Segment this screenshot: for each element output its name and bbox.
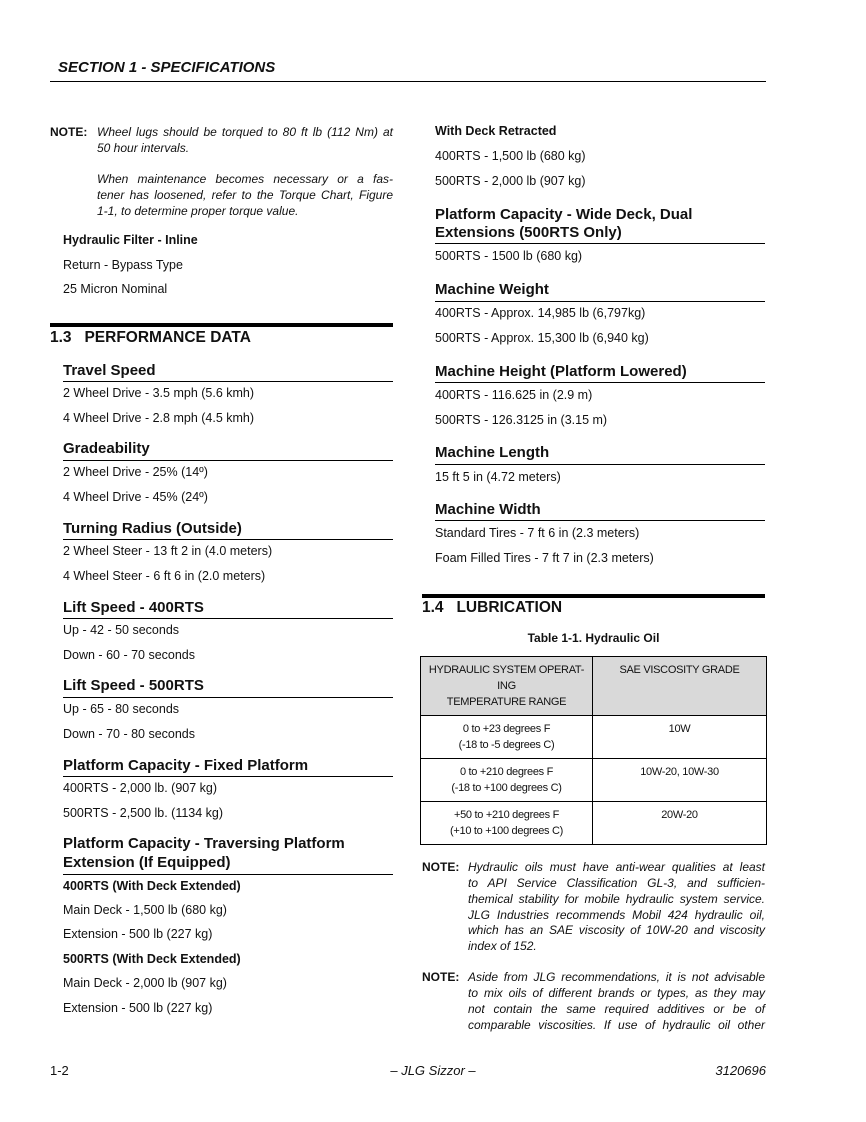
table-row bbox=[421, 716, 767, 759]
lift-speed-500-heading: Lift Speed - 500RTS bbox=[63, 677, 204, 694]
traversing-platform-heading: Extension (If Equipped) bbox=[63, 854, 231, 871]
heading-rule bbox=[63, 776, 393, 777]
note-line: index of 152. bbox=[468, 939, 537, 953]
lift-speed-400-heading: Lift Speed - 400RTS bbox=[63, 599, 204, 616]
spec-line: 25 Micron Nominal bbox=[63, 282, 168, 296]
gradeability-heading: Gradeability bbox=[63, 440, 150, 457]
machine-weight-heading: Machine Weight bbox=[435, 281, 549, 298]
traversing-platform-heading: Platform Capacity - Traversing Platform bbox=[63, 835, 345, 852]
spec-line: 2 Wheel Steer - 13 ft 2 in (4.0 meters) bbox=[63, 544, 273, 558]
wide-deck-heading: Extensions (500RTS Only) bbox=[435, 224, 622, 241]
heading-rule bbox=[63, 381, 393, 382]
cell-line: 0 to +210 degrees F bbox=[459, 766, 554, 778]
note-line: comparable viscosities. If use of hydraulic oil other bbox=[468, 1018, 765, 1032]
heading-rule bbox=[435, 520, 765, 521]
cell-line: +50 to +210 degrees F bbox=[453, 809, 559, 821]
travel-speed-heading: Travel Speed bbox=[63, 362, 156, 379]
spec-line: Standard Tires - 7 ft 6 in (2.3 meters) bbox=[435, 526, 640, 540]
note-line: Wheel lugs should be torqued to 80 ft lb (112 Nm) at bbox=[97, 125, 393, 139]
cell-line: 0 to +23 degrees F bbox=[462, 723, 551, 735]
viscosity-cell: 10W-20, 10W-30 bbox=[593, 759, 767, 802]
header-line: TEMPERATURE RANGE bbox=[446, 696, 567, 708]
table-row bbox=[421, 759, 767, 802]
performance-data-title: 1.3 PERFORMANCE DATA bbox=[50, 329, 251, 346]
note-line: tener has loosened, refer to the Torque Chart, Figure bbox=[97, 188, 393, 202]
subheading-400rts: 400RTS (With Deck Extended) bbox=[63, 879, 241, 893]
header-rule bbox=[50, 81, 766, 82]
heading-rule bbox=[63, 874, 393, 875]
table-caption: Table 1-1. Hydraulic Oil bbox=[527, 631, 660, 645]
spec-line: Up - 65 - 80 seconds bbox=[63, 702, 180, 716]
table-header-row bbox=[421, 657, 767, 716]
header-viscosity-grade: SAE VISCOSITY GRADE bbox=[593, 657, 767, 716]
footer-title: – JLG Sizzor – bbox=[390, 1063, 476, 1078]
note-line: which has an SAE viscosity of 10W-20 and viscosity bbox=[468, 923, 765, 937]
deck-retracted-heading: With Deck Retracted bbox=[435, 124, 557, 138]
spec-line: 500RTS - 1500 lb (680 kg) bbox=[435, 249, 583, 263]
machine-length-heading: Machine Length bbox=[435, 444, 550, 461]
viscosity-cell: 10W bbox=[593, 716, 767, 759]
section-rule bbox=[422, 594, 765, 598]
temperature-cell bbox=[421, 716, 593, 759]
wide-deck-heading: Platform Capacity - Wide Deck, Dual bbox=[435, 206, 693, 223]
lubrication-title: 1.4 LUBRICATION bbox=[422, 599, 563, 616]
spec-line: 400RTS - 116.625 in (2.9 m) bbox=[435, 388, 593, 402]
note-line: themical stability for mobile hydraulic system service. bbox=[468, 892, 765, 906]
hydraulic-filter-heading: Hydraulic Filter - Inline bbox=[63, 233, 198, 247]
note-label: NOTE: bbox=[422, 860, 460, 874]
spec-line: Extension - 500 lb (227 kg) bbox=[63, 1001, 213, 1015]
heading-rule bbox=[63, 539, 393, 540]
section-header: SECTION 1 - SPECIFICATIONS bbox=[58, 59, 276, 76]
spec-line: 4 Wheel Steer - 6 ft 6 in (2.0 meters) bbox=[63, 569, 266, 583]
note-label: NOTE: bbox=[50, 125, 88, 139]
subheading-500rts: 500RTS (With Deck Extended) bbox=[63, 952, 241, 966]
spec-line: Return - Bypass Type bbox=[63, 258, 183, 272]
machine-height-heading: Machine Height (Platform Lowered) bbox=[435, 363, 687, 380]
heading-rule bbox=[435, 382, 765, 383]
header-line: HYDRAULIC SYSTEM OPERAT- bbox=[428, 664, 585, 676]
temperature-cell bbox=[421, 802, 593, 845]
section-rule bbox=[50, 323, 393, 327]
spec-line: Main Deck - 2,000 lb (907 kg) bbox=[63, 976, 227, 990]
table-row bbox=[421, 802, 767, 845]
cell-line: (-18 to +100 degrees C) bbox=[451, 782, 562, 794]
note-line: to mix oils of different brands or types, as they may bbox=[468, 986, 765, 1000]
spec-line: 15 ft 5 in (4.72 meters) bbox=[435, 470, 561, 484]
spec-line: 400RTS - 1,500 lb (680 kg) bbox=[435, 149, 586, 163]
turning-radius-heading: Turning Radius (Outside) bbox=[63, 520, 242, 537]
fixed-platform-heading: Platform Capacity - Fixed Platform bbox=[63, 757, 309, 774]
note-line: 1-1, to determine proper torque value. bbox=[97, 204, 299, 218]
spec-line: Foam Filled Tires - 7 ft 7 in (2.3 meters) bbox=[435, 551, 654, 565]
note-line: Hydraulic oils must have anti-wear qualities at least bbox=[468, 860, 765, 874]
heading-rule bbox=[435, 243, 765, 244]
spec-line: 500RTS - 2,500 lb. (1134 kg) bbox=[63, 806, 224, 820]
spec-line: 500RTS - 126.3125 in (3.15 m) bbox=[435, 413, 608, 427]
note-line: to API Service Classification GL-3, and sufficien- bbox=[468, 876, 765, 890]
cell-line: (-18 to -5 degrees C) bbox=[458, 739, 555, 751]
spec-line: 2 Wheel Drive - 3.5 mph (5.6 kmh) bbox=[63, 386, 255, 400]
note-line: 50 hour intervals. bbox=[97, 141, 190, 155]
header-temperature-range bbox=[421, 657, 593, 716]
hydraulic-oil-table bbox=[420, 656, 767, 845]
header-line: ING bbox=[497, 680, 516, 692]
spec-line: 4 Wheel Drive - 2.8 mph (4.5 kmh) bbox=[63, 411, 255, 425]
spec-line: 4 Wheel Drive - 45% (24º) bbox=[63, 490, 208, 504]
spec-line: 400RTS - 2,000 lb. (907 kg) bbox=[63, 781, 218, 795]
heading-rule bbox=[435, 464, 765, 465]
cell-line: (+10 to +100 degrees C) bbox=[450, 825, 563, 837]
spec-line: Up - 42 - 50 seconds bbox=[63, 623, 180, 637]
spec-line: 2 Wheel Drive - 25% (14º) bbox=[63, 465, 208, 479]
spec-line: 500RTS - 2,000 lb (907 kg) bbox=[435, 174, 586, 188]
machine-width-heading: Machine Width bbox=[435, 501, 541, 518]
viscosity-cell: 20W-20 bbox=[593, 802, 767, 845]
note-line: JLG Industries recommends Mobil 424 hydraulic oil, bbox=[468, 908, 765, 922]
spec-line: 400RTS - Approx. 14,985 lb (6,797kg) bbox=[435, 306, 646, 320]
note-line: When maintenance becomes necessary or a fas- bbox=[97, 172, 393, 186]
spec-line: Down - 60 - 70 seconds bbox=[63, 648, 196, 662]
document-number: 3120696 bbox=[715, 1063, 766, 1078]
heading-rule bbox=[63, 460, 393, 461]
spec-line: Down - 70 - 80 seconds bbox=[63, 727, 196, 741]
note-line: Aside from JLG recommendations, it is not advisable bbox=[468, 970, 765, 984]
heading-rule bbox=[435, 301, 765, 302]
page-number: 1-2 bbox=[50, 1063, 69, 1078]
heading-rule bbox=[63, 618, 393, 619]
spec-line: 500RTS - Approx. 15,300 lb (6,940 kg) bbox=[435, 331, 649, 345]
temperature-cell bbox=[421, 759, 593, 802]
spec-line: Extension - 500 lb (227 kg) bbox=[63, 927, 213, 941]
note-label: NOTE: bbox=[422, 970, 460, 984]
heading-rule bbox=[63, 697, 393, 698]
note-line: not contain the same required additives or be of bbox=[468, 1002, 765, 1016]
spec-line: Main Deck - 1,500 lb (680 kg) bbox=[63, 903, 227, 917]
